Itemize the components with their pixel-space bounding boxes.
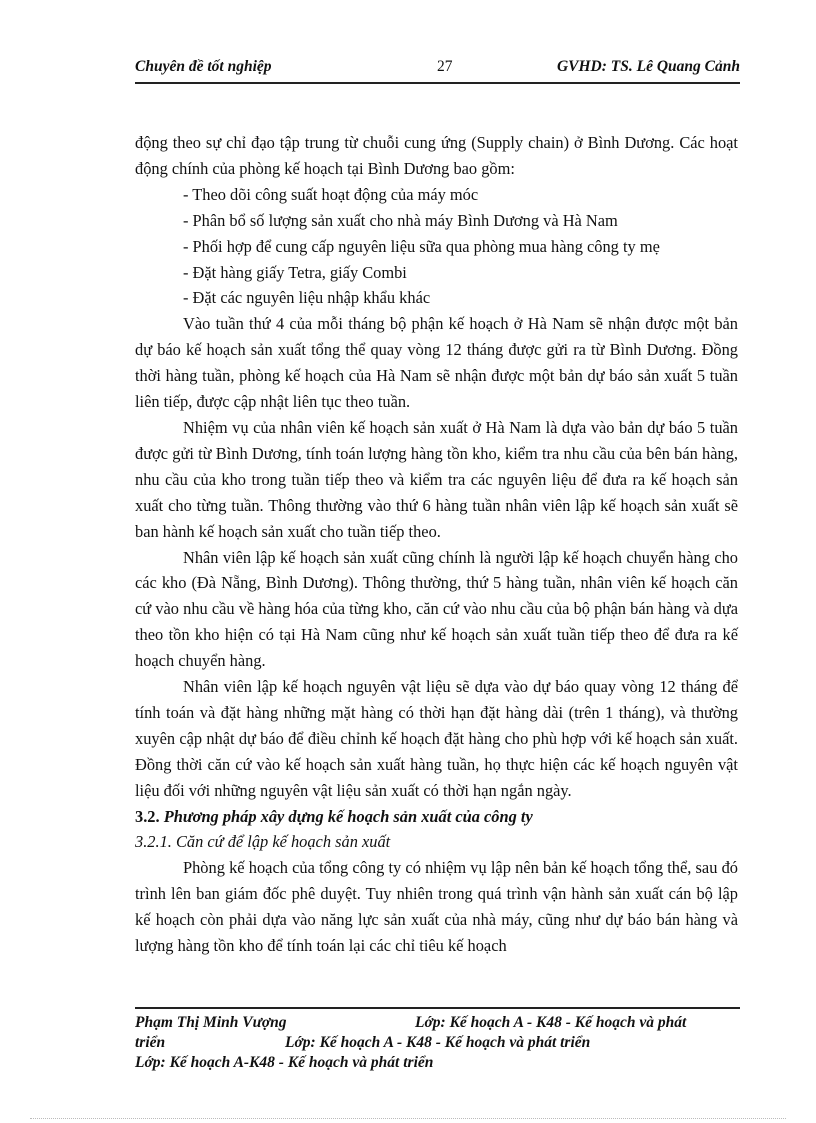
paragraph-3: Nhiệm vụ của nhân viên kế hoạch sản xuất ở Hà Nam là dựa vào bản dự báo 5 tuần được gửi từ Bình Dương, tính toán lượng hàng tồn kho, kiểm tra nhu cầu của bên bán hàng, nhu cầu của kho trong tuần tiếp theo và kiểm tra các nguyên liệu để đưa ra kế hoạch sản xuất cho từng tuần. Thông thường vào thứ 6 hàng tuần nhân viên lập kế hoạch sản xuất sẽ ban hành kế hoạch sản xuất cho tuần tiếp theo.: [135, 417, 738, 541]
page-number: 27: [437, 58, 453, 75]
footer-class-2: Lớp: Kế hoạch A - K48 - Kế hoạch và phát triển: [285, 1034, 591, 1051]
footer-class-1-wrap: triển: [135, 1034, 166, 1051]
page-header: [135, 58, 740, 80]
header-supervisor: GVHD: TS. Lê Quang Cảnh: [556, 58, 740, 75]
header-rule: [135, 82, 740, 84]
footer-class-3: Lớp: Kế hoạch A-K48 - Kế hoạch và phát triển: [135, 1054, 434, 1071]
footer-author: Phạm Thị Minh Vượng: [135, 1014, 287, 1031]
subsection-heading: 3.2.1. Căn cứ để lập kế hoạch sản xuất: [135, 832, 391, 852]
bullet-item: - Đặt hàng giấy Tetra, giấy Combi: [183, 262, 407, 282]
footer-rule: [135, 1007, 740, 1009]
bullet-item: - Theo dõi công suất hoạt động của máy móc: [183, 184, 479, 204]
paragraph-5: Nhân viên lập kế hoạch nguyên vật liệu sẽ dựa vào dự báo quay vòng 12 tháng để tính toán và đặt hàng những mặt hàng có thời hạn đặt hàng dài (trên 1 tháng), và thường xuyên cập nhật dự báo để điều chỉnh kế hoạch đặt hàng cho phù hợp với kế hoạch sản xuất. Đồng thời căn cứ vào kế hoạch sản xuất hàng tuần, họ thực hiện các kế hoạch nguyên vật liệu đối với những nguyên vật liệu sản xuất có thời hạn ngắn ngày.: [135, 677, 738, 800]
header-title: Chuyên đề tốt nghiệp: [135, 58, 272, 75]
paragraph-1: động theo sự chỉ đạo tập trung từ chuỗi cung ứng (Supply chain) ở Bình Dương. Các hoạt động chính của phòng kế hoạch tại Bình Dương bao gồm:: [135, 133, 738, 178]
section-title: Phương pháp xây dựng kế hoạch sản xuất của công ty: [163, 806, 533, 826]
section-heading: [135, 804, 738, 830]
paragraph-2: Vào tuần thứ 4 của mỗi tháng bộ phận kế hoạch ở Hà Nam sẽ nhận được một bản dự báo kế hoạch sản xuất tổng thể quay vòng 12 tháng được gửi ra từ Bình Dương. Đồng thời hàng tuần, phòng kế hoạch của Hà Nam sẽ nhận được một bản dự báo sản xuất 5 tuần liên tiếp, được cập nhật liên tục theo tuần.: [135, 314, 738, 412]
bullet-item: - Phân bổ số lượng sản xuất cho nhà máy Bình Dương và Hà Nam: [183, 210, 618, 230]
bullet-item: - Phối hợp để cung cấp nguyên liệu sữa qua phòng mua hàng công ty mẹ: [183, 236, 660, 256]
document-body: [135, 130, 738, 959]
section-number: 3.2.: [135, 806, 160, 826]
paragraph-4: Nhân viên lập kế hoạch sản xuất cũng chính là người lập kế hoạch chuyển hàng cho các kho (Đà Nẵng, Bình Dương). Thông thường, thứ 5 hàng tuần, nhân viên kế hoạch căn cứ vào nhu cầu về hàng hóa của từng kho, căn cứ vào nhu cầu của bộ phận bán hàng và dựa theo tồn kho hiện có tại Hà Nam cũng như kế hoạch sản xuất tuần tiếp theo để đưa ra kế hoạch chuyển hàng.: [135, 547, 738, 671]
page-bottom-dotted-line: [30, 1118, 786, 1119]
bullet-item: - Đặt các nguyên liệu nhập khẩu khác: [183, 288, 431, 308]
paragraph-6: Phòng kế hoạch của tổng công ty có nhiệm vụ lập nên bản kế hoạch tổng thể, sau đó trình lên ban giám đốc phê duyệt. Tuy nhiên trong quá trình vận hành sản xuất cán bộ lập kế hoạch còn phải dựa vào năng lực sản xuất của nhà máy, cũng như dự báo bán hàng và lượng hàng tồn kho để tính toán lại các chỉ tiêu kế hoạch: [135, 858, 738, 956]
footer-class-1: Lớp: Kế hoạch A - K48 - Kế hoạch và phát: [415, 1014, 687, 1031]
